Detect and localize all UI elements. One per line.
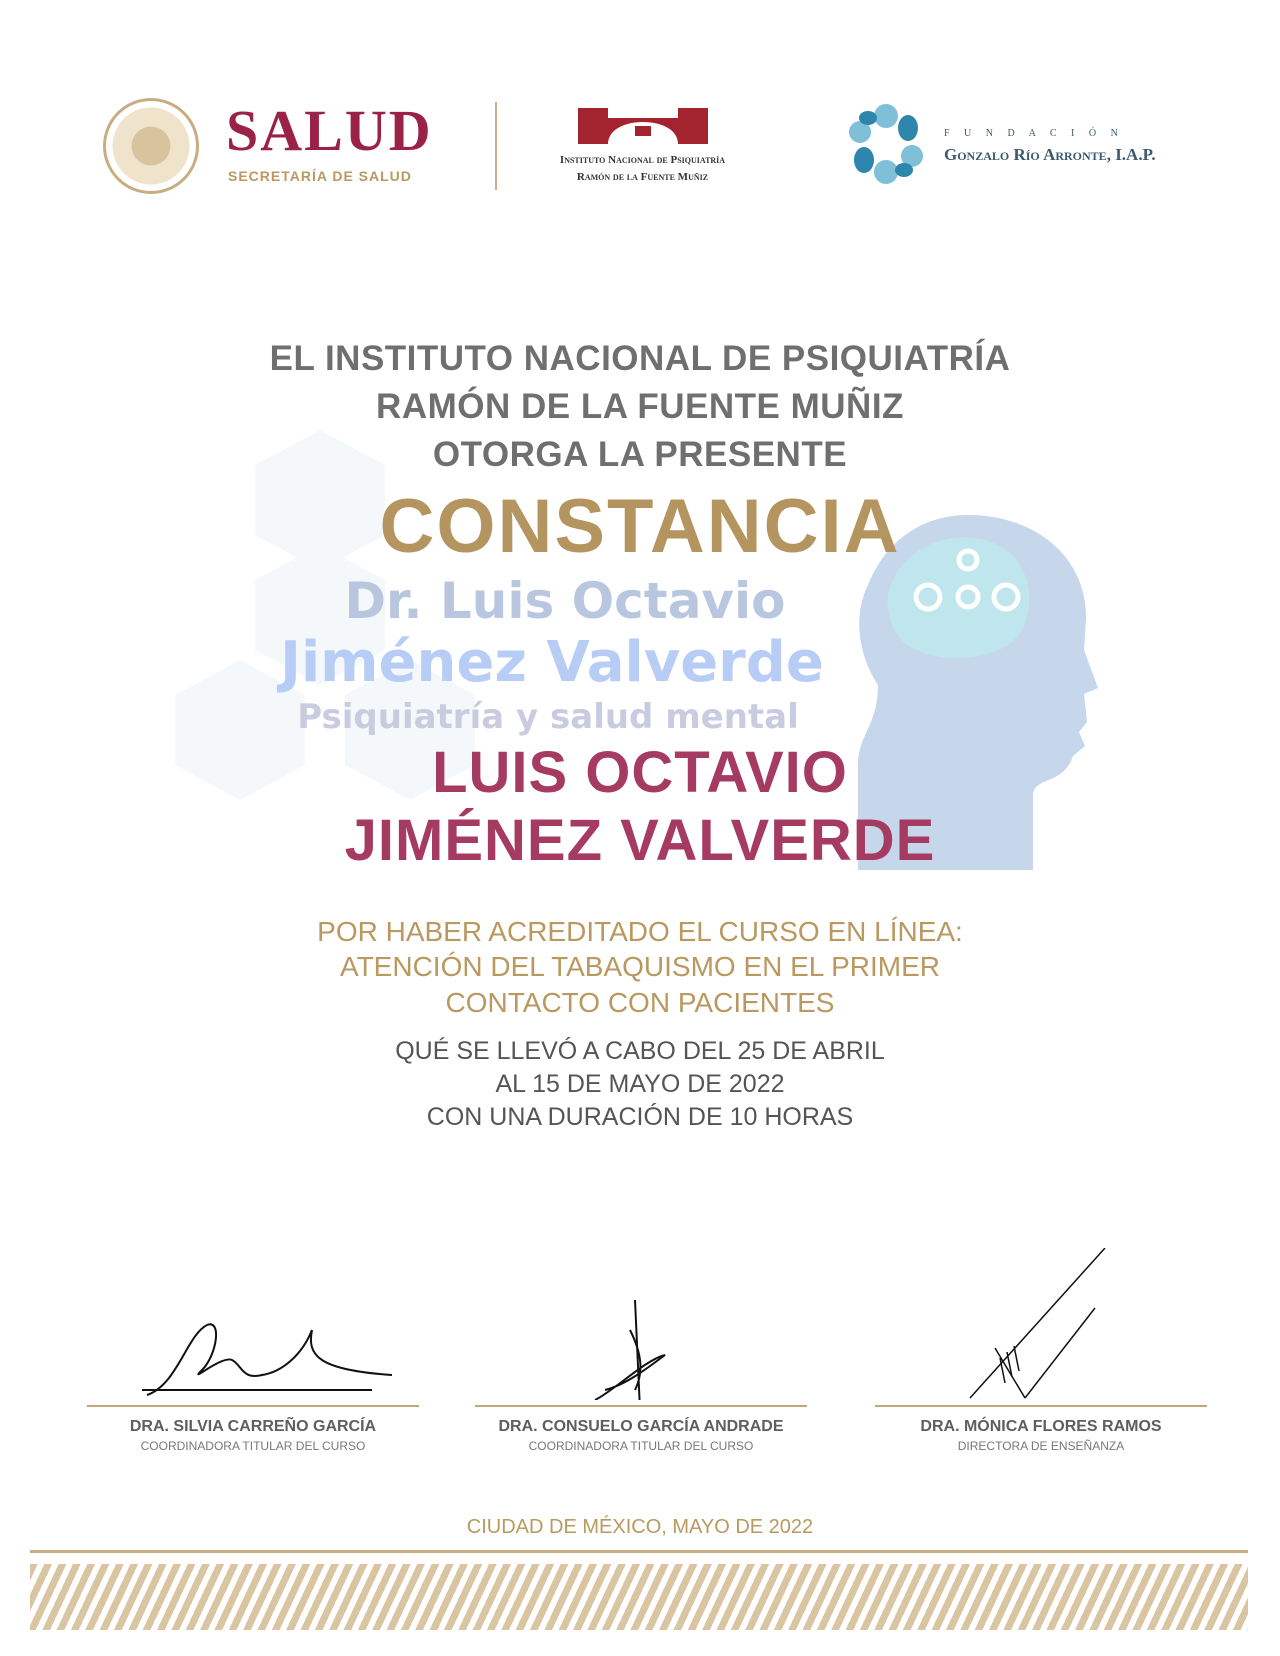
certificate-title: CONSTANCIA [379, 484, 901, 569]
handwritten-signature-icon [87, 1310, 419, 1400]
watermark-line2: Jiménez Valverde [280, 630, 824, 695]
details-line3: CON UNA DURACIÓN DE 10 HORAS [426, 1103, 854, 1131]
handwritten-signature-icon [475, 1300, 807, 1400]
course-line2: ATENCIÓN DEL TABAQUISMO EN EL PRIMER [339, 951, 941, 982]
signature-2 [475, 1300, 807, 1454]
fundacion-logo-icon [846, 104, 926, 184]
intro-line1: EL INSTITUTO NACIONAL DE PSIQUIATRÍA [269, 339, 1011, 378]
handwritten-signature-icon [875, 1248, 1207, 1400]
signatory-role: DIRECTORA DE ENSEÑANZA [957, 1439, 1125, 1453]
recipient-name-line1: LUIS OCTAVIO [432, 740, 848, 805]
inp-logo-icon [578, 108, 708, 144]
inp-name-line1: Instituto Nacional de Psiquiatría [559, 154, 726, 166]
mexico-seal-icon [103, 98, 199, 194]
inp-name-line2: Ramón de la Fuente Muñiz [576, 171, 709, 183]
salud-title: SALUD [226, 98, 433, 163]
intro-line2: RAMÓN DE LA FUENTE MUÑIZ [376, 387, 904, 426]
header-divider [495, 102, 497, 190]
salud-subtitle: SECRETARÍA DE SALUD [228, 168, 412, 184]
signatory-role: COORDINADORA TITULAR DEL CURSO [528, 1439, 754, 1453]
signatory-name: DRA. CONSUELO GARCÍA ANDRADE [498, 1418, 784, 1435]
signatory-role: COORDINADORA TITULAR DEL CURSO [140, 1439, 366, 1453]
signature-line [475, 1405, 807, 1407]
fundacion-name-line2: Gonzalo Río Arronte, I.A.P. [944, 145, 1156, 164]
course-line1: POR HABER ACREDITADO EL CURSO EN LÍNEA: [317, 916, 963, 947]
signature-line [87, 1405, 419, 1407]
signatory-name: DRA. MÓNICA FLORES RAMOS [920, 1418, 1162, 1435]
course-line3: CONTACTO CON PACIENTES [445, 987, 835, 1018]
signature-3 [875, 1248, 1207, 1454]
watermark-line1: Dr. Luis Octavio [344, 572, 786, 630]
details-line1: QUÉ SE LLEVÓ A CABO DEL 25 DE ABRIL [395, 1037, 885, 1065]
details-line2: AL 15 DE MAYO DE 2022 [495, 1070, 785, 1098]
footer-divider [30, 1550, 1248, 1553]
recipient-name-line2: JIMÉNEZ VALVERDE [344, 808, 936, 873]
intro-line3: OTORGA LA PRESENTE [432, 435, 848, 474]
ornamental-pattern-band [30, 1564, 1248, 1630]
watermark-line3: Psiquiatría y salud mental [297, 697, 799, 737]
signatory-name: DRA. SILVIA CARREÑO GARCÍA [129, 1418, 377, 1435]
signature-line [875, 1405, 1207, 1407]
signature-1 [87, 1310, 419, 1454]
place-date: CIUDAD DE MÉXICO, MAYO DE 2022 [466, 1516, 814, 1538]
fundacion-name-line1: F U N D A C I Ó N [944, 128, 1124, 139]
